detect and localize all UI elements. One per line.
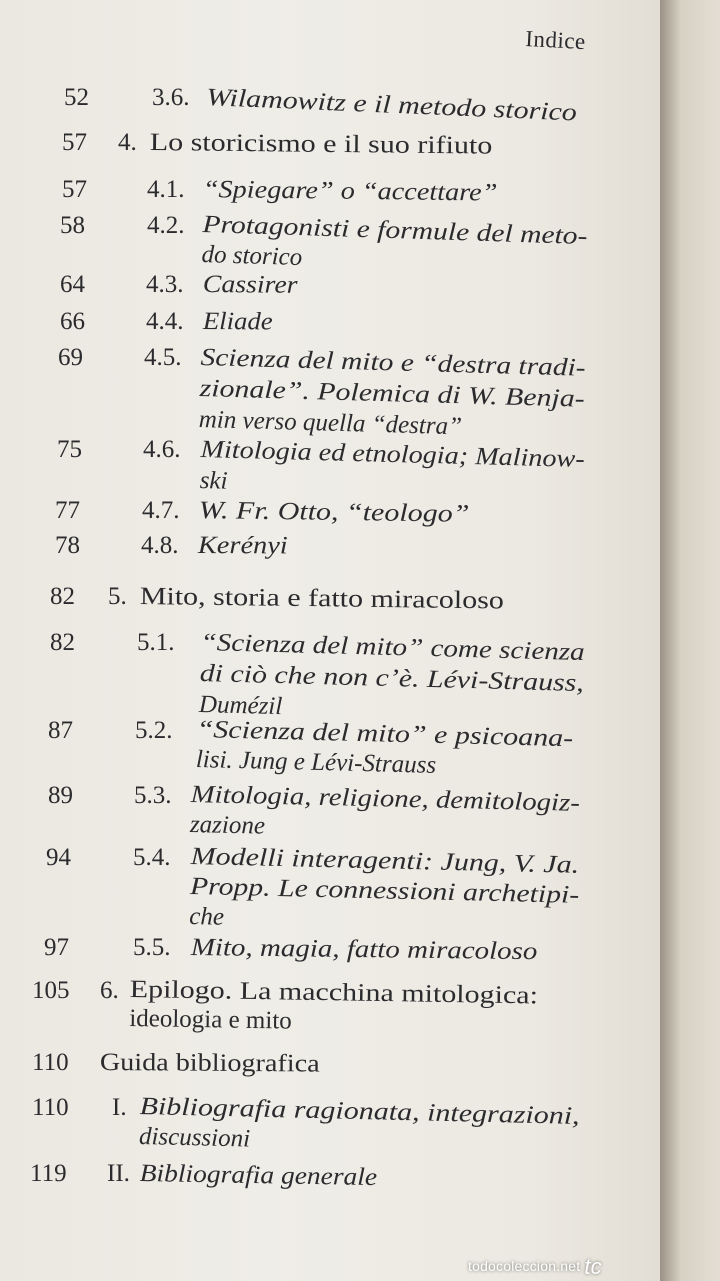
section-number: 5.5. — [133, 934, 171, 961]
title-line: “Spiegare” o “accettare” — [202, 175, 498, 207]
title-line: W. Fr. Otto, “teologo” — [198, 496, 470, 528]
page-number: 58 — [60, 212, 85, 239]
page-number: 82 — [50, 629, 75, 656]
title-line: Epilogo. La macchina mitologica: — [129, 975, 539, 1010]
watermark-logo-icon: tc — [584, 1254, 602, 1279]
title-line: Scienza del mito e “destra tradi- — [200, 343, 586, 382]
title-line: Protagonisti e formule del meto- — [202, 210, 588, 251]
section-title — [195, 715, 574, 783]
chapter-number: 6. — [100, 977, 119, 1004]
page-number: 89 — [48, 782, 73, 809]
section-number: 4.5. — [144, 344, 182, 371]
watermark — [468, 1254, 602, 1280]
page-number: 97 — [44, 934, 69, 961]
section-number: 5.4. — [133, 844, 171, 871]
section-number: 4.8. — [141, 532, 179, 559]
title-line: Mitologia ed etnologia; Malinow- — [200, 435, 586, 474]
page-number: 110 — [32, 1094, 69, 1121]
title-line: ski — [199, 466, 228, 495]
section-title — [138, 1092, 580, 1160]
page-number: 69 — [58, 344, 83, 371]
chapter-number: 4. — [118, 129, 137, 156]
section-title — [189, 780, 581, 848]
title-line: Modelli interagenti: Jung, V. Ja. — [190, 842, 580, 879]
page-number: 110 — [32, 1049, 69, 1076]
chapter-number: 5. — [108, 583, 127, 610]
section-title — [139, 1158, 378, 1193]
section-title — [189, 842, 580, 939]
title-line: Dumézil — [198, 690, 283, 721]
page-number: 57 — [62, 129, 87, 156]
title-line: Bibliografia ragionata, integrazioni, — [139, 1092, 580, 1130]
title-line: Mitologia, religione, demitologiz- — [190, 780, 581, 817]
title-line: zazione — [189, 810, 266, 840]
page-number: 64 — [60, 271, 85, 298]
section-number: 4.6. — [143, 436, 181, 463]
title-line: discussioni — [138, 1122, 251, 1153]
section-number: 4.4. — [146, 308, 184, 335]
title-line: lisi. Jung e Lévi-Strauss — [195, 745, 437, 779]
watermark-text: todocoleccion.net — [468, 1258, 581, 1274]
page-number: 75 — [57, 436, 82, 463]
section-number: 4.7. — [142, 497, 180, 524]
section-number: 5.3. — [134, 782, 172, 809]
title-line: min verso quella “destra” — [198, 405, 463, 441]
title-line: “Scienza del mito” e psicoana- — [196, 715, 574, 753]
section-number: 4.1. — [147, 176, 185, 203]
title-line: Wilamowitz e il metodo storico — [205, 83, 578, 127]
section-number: 4.3. — [146, 271, 184, 298]
page-number: 52 — [64, 84, 89, 111]
section-title — [198, 342, 586, 444]
title-line: zionale”. Polemica di W. Benja- — [199, 374, 586, 413]
title-line: Propp. Le connessioni archetipi- — [189, 872, 580, 909]
title-line: Eliade — [202, 307, 273, 336]
section-title — [202, 174, 498, 208]
chapter-title — [99, 1047, 320, 1079]
chapter-title — [149, 127, 493, 161]
facing-page-edge — [660, 0, 720, 1281]
page-number: 77 — [55, 497, 80, 524]
title-line: Lo storicismo e il suo rifiuto — [149, 128, 493, 160]
section-number: I. — [112, 1094, 127, 1121]
title-line: Cassirer — [202, 270, 298, 299]
section-title — [198, 627, 586, 729]
section-title — [202, 306, 273, 337]
section-number: 4.2. — [147, 212, 185, 239]
page-number: 94 — [46, 844, 71, 871]
section-number: II. — [107, 1160, 130, 1187]
section-number: 5.2. — [135, 717, 173, 744]
section-title — [202, 269, 298, 301]
chapter-title — [129, 975, 539, 1038]
page-number: 82 — [50, 583, 75, 610]
section-number: 5.1. — [137, 629, 175, 656]
chapter-title — [139, 581, 505, 616]
title-line: che — [189, 902, 225, 931]
section-title — [190, 932, 538, 967]
section-title — [197, 530, 288, 561]
title-line: Mito, storia e fatto miracoloso — [139, 582, 505, 615]
section-number: 3.6. — [152, 84, 190, 111]
title-line: di ciò che non c’è. Lévi-Strauss, — [199, 659, 585, 698]
page-number: 105 — [32, 977, 70, 1004]
title-line: Kerényi — [197, 532, 288, 560]
page-number: 87 — [48, 717, 73, 744]
section-title — [199, 434, 586, 505]
page-number: 66 — [60, 308, 85, 335]
title-line: “Scienza del mito” come scienza — [200, 628, 586, 667]
title-line: Guida bibliografica — [99, 1049, 320, 1078]
title-line: ideologia e mito — [129, 1004, 292, 1035]
page-number: 78 — [55, 532, 80, 559]
title-line: Bibliografia generale — [139, 1159, 378, 1192]
title-line: Mito, magia, fatto miracoloso — [190, 933, 538, 966]
page-number: 119 — [30, 1160, 67, 1187]
page-number: 57 — [62, 176, 87, 203]
section-title — [198, 495, 470, 529]
running-header: Indice — [524, 26, 587, 55]
title-line: do storico — [201, 240, 303, 272]
